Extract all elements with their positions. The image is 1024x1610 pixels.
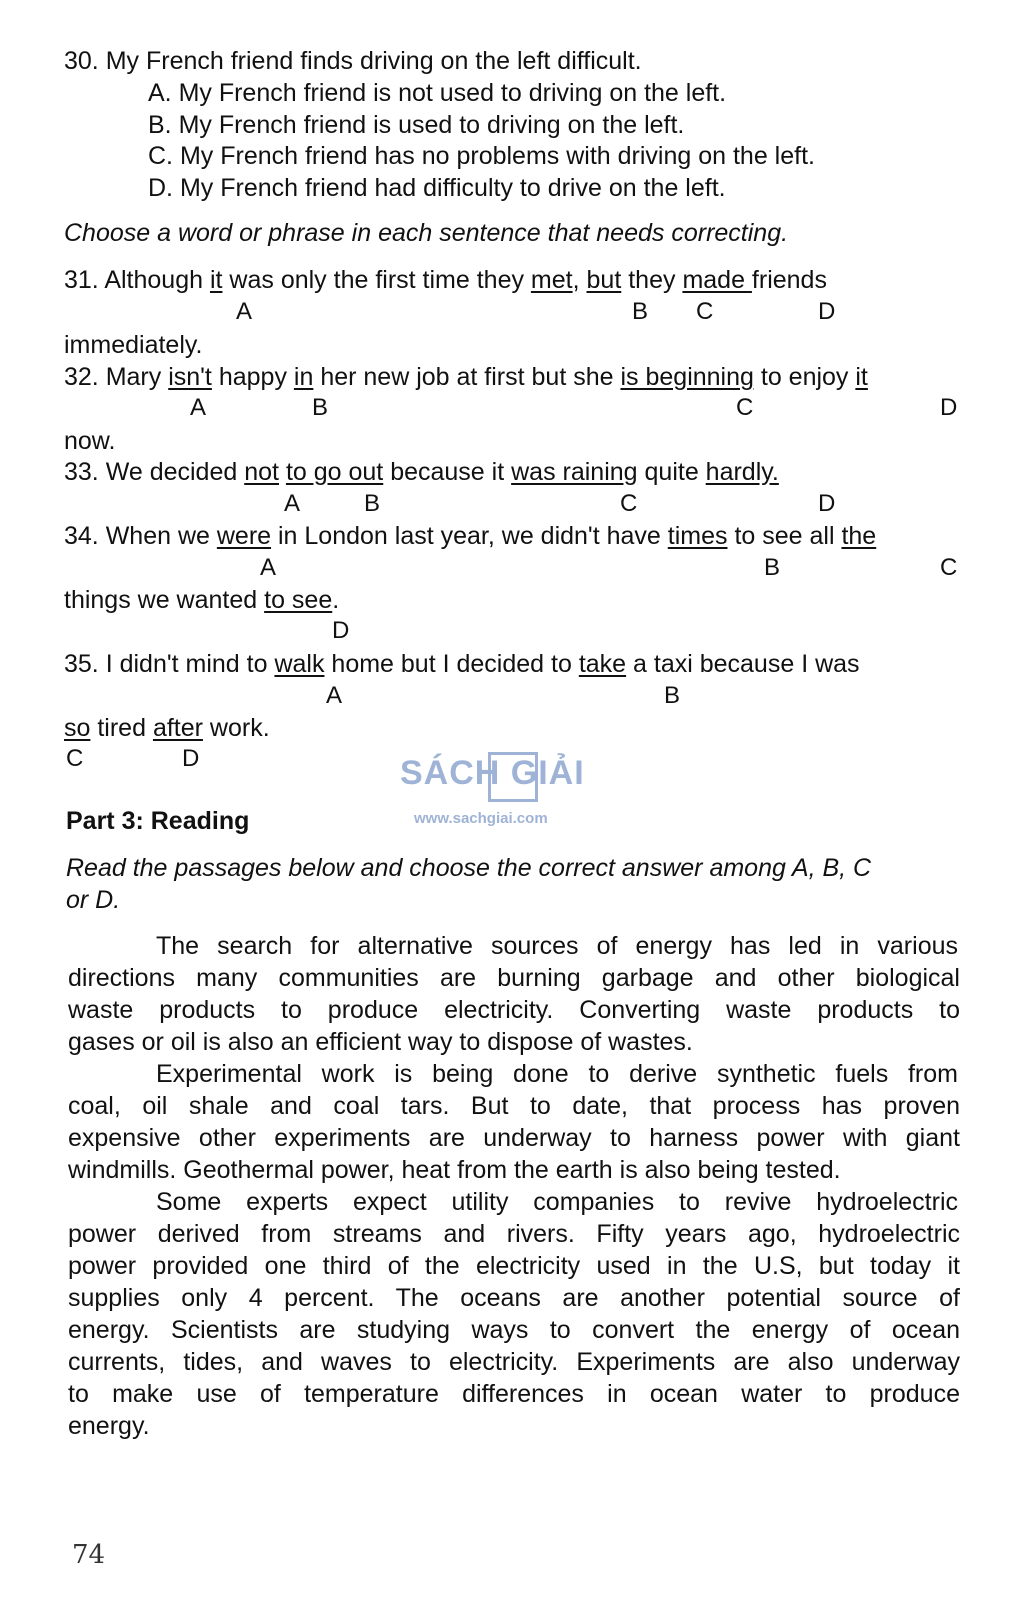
q35-underlined-d: after — [152, 714, 203, 742]
q34-underlined-a: were — [216, 522, 272, 550]
q35-label-a: A — [326, 682, 343, 709]
q31-label-c: C — [696, 298, 714, 325]
q34-continuation: things we wanted to see. — [64, 586, 340, 614]
passage-p3-line8: energy. — [68, 1412, 150, 1440]
q35-label-b: B — [664, 682, 681, 709]
q34-label-a: A — [260, 554, 277, 581]
passage-p1-line1: The search for alternative sources of energy has led in various — [156, 932, 958, 960]
q33-underlined-b: to go out — [285, 458, 384, 486]
passage-p3-line6: currents, tides, and waves to electricity. Experiments are also underway — [68, 1348, 960, 1376]
watermark-name: SÁCH GIẢI — [400, 754, 585, 792]
q35-sentence: 35. I didn't mind to walk home but I decided to take a taxi because I was — [64, 650, 860, 678]
passage-p3-line3: power provided one third of the electricity used in the U.S, but today it — [68, 1252, 960, 1280]
q34-underlined-d: to see — [264, 586, 333, 614]
q35-label-d: D — [182, 745, 200, 772]
q34-sentence: 34. When we were in London last year, we didn't have times to see all the — [64, 522, 877, 550]
passage-p2-line4: windmills. Geothermal power, heat from the earth is also being tested. — [68, 1156, 841, 1184]
q33-underlined-d: hardly. — [705, 458, 779, 486]
q33-label-c: C — [620, 490, 638, 517]
q32-label-a: A — [190, 394, 207, 421]
passage-p3-line2: power derived from streams and rivers. Fifty years ago, hydroelectric — [68, 1220, 960, 1248]
page-number: 74 — [72, 1540, 106, 1570]
q31-label-d: D — [818, 298, 836, 325]
q30-stem: 30. My French friend finds driving on the left difficult. — [64, 47, 642, 75]
q32-underlined-d: it — [855, 363, 868, 391]
passage-p2-line3: expensive other experiments are underway to harness power with giant — [68, 1124, 960, 1152]
q31-underlined-a: it — [209, 266, 223, 294]
q33-label-d: D — [818, 490, 836, 517]
q31-label-a: A — [236, 298, 253, 325]
part3-instruction-line2: or D. — [66, 886, 121, 914]
q35-underlined-b: take — [578, 650, 627, 678]
watermark-logo — [400, 752, 605, 847]
q34-underlined-b: times — [667, 522, 728, 550]
q35-underlined-a: walk — [274, 650, 325, 678]
q33-label-a: A — [284, 490, 301, 517]
q34-label-c: C — [940, 554, 958, 581]
q32-underlined-b: in — [293, 363, 314, 391]
q34-label-b: B — [764, 554, 781, 581]
q31-continuation: immediately. — [64, 331, 203, 359]
q32-sentence: 32. Mary isn't happy in her new job at first but she is beginning to enjoy it — [64, 363, 868, 391]
q31-underlined-b: met — [530, 266, 573, 294]
passage-p1-line3: waste products to produce electricity. Converting waste products to — [68, 996, 960, 1024]
q31-underlined-c: but — [586, 266, 622, 294]
q33-underlined-a: not — [244, 458, 279, 486]
q32-underlined-c: is beginning — [620, 363, 754, 391]
passage-p3-line7: to make use of temperature differences in ocean water to produce — [68, 1380, 960, 1408]
q34-underlined-c: the — [841, 522, 877, 550]
q31-sentence: 31. Although it was only the first time they met, but they made friends — [64, 266, 827, 294]
q33-sentence: 33. We decided not to go out because it was raining quite hardly. — [64, 458, 779, 486]
q32-label-d: D — [940, 394, 958, 421]
q34-label-d: D — [332, 617, 350, 644]
watermark-url: www.sachgiai.com — [414, 810, 548, 827]
q30-option-a: A. My French friend is not used to driving on the left. — [148, 79, 727, 107]
passage-p3-line4: supplies only 4 percent. The oceans are another potential source of — [68, 1284, 960, 1312]
error-correction-instruction: Choose a word or phrase in each sentence that needs correcting. — [64, 219, 789, 247]
q32-underlined-a: isn't — [168, 363, 212, 391]
passage-p1-line2: directions many communities are burning garbage and other biological — [68, 964, 960, 992]
q31-label-b: B — [632, 298, 649, 325]
q32-continuation: now. — [64, 427, 116, 455]
q31-underlined-d: made — [682, 266, 752, 294]
q33-label-b: B — [364, 490, 381, 517]
q33-underlined-c: was raining — [511, 458, 638, 486]
part3-title: Part 3: Reading — [66, 807, 250, 835]
q30-option-b: B. My French friend is used to driving on the left. — [148, 111, 685, 139]
passage-p3-line5: energy. Scientists are studying ways to convert the energy of ocean — [68, 1316, 960, 1344]
part3-instruction-line1: Read the passages below and choose the correct answer among A, B, C — [66, 854, 872, 882]
q32-label-c: C — [736, 394, 754, 421]
q30-option-c: C. My French friend has no problems with driving on the left. — [148, 142, 815, 170]
passage-p2-line2: coal, oil shale and coal tars. But to date, that process has proven — [68, 1092, 960, 1120]
q32-label-b: B — [312, 394, 329, 421]
q35-underlined-c: so — [64, 714, 91, 742]
passage-p2-line1: Experimental work is being done to derive synthetic fuels from — [156, 1060, 958, 1088]
passage-p3-line1: Some experts expect utility companies to revive hydroelectric — [156, 1188, 958, 1216]
passage-p1-line4: gases or oil is also an efficient way to dispose of wastes. — [68, 1028, 693, 1056]
q35-continuation: so tired after work. — [64, 714, 270, 742]
q35-label-c: C — [66, 745, 84, 772]
q30-option-d: D. My French friend had difficulty to drive on the left. — [148, 174, 726, 202]
